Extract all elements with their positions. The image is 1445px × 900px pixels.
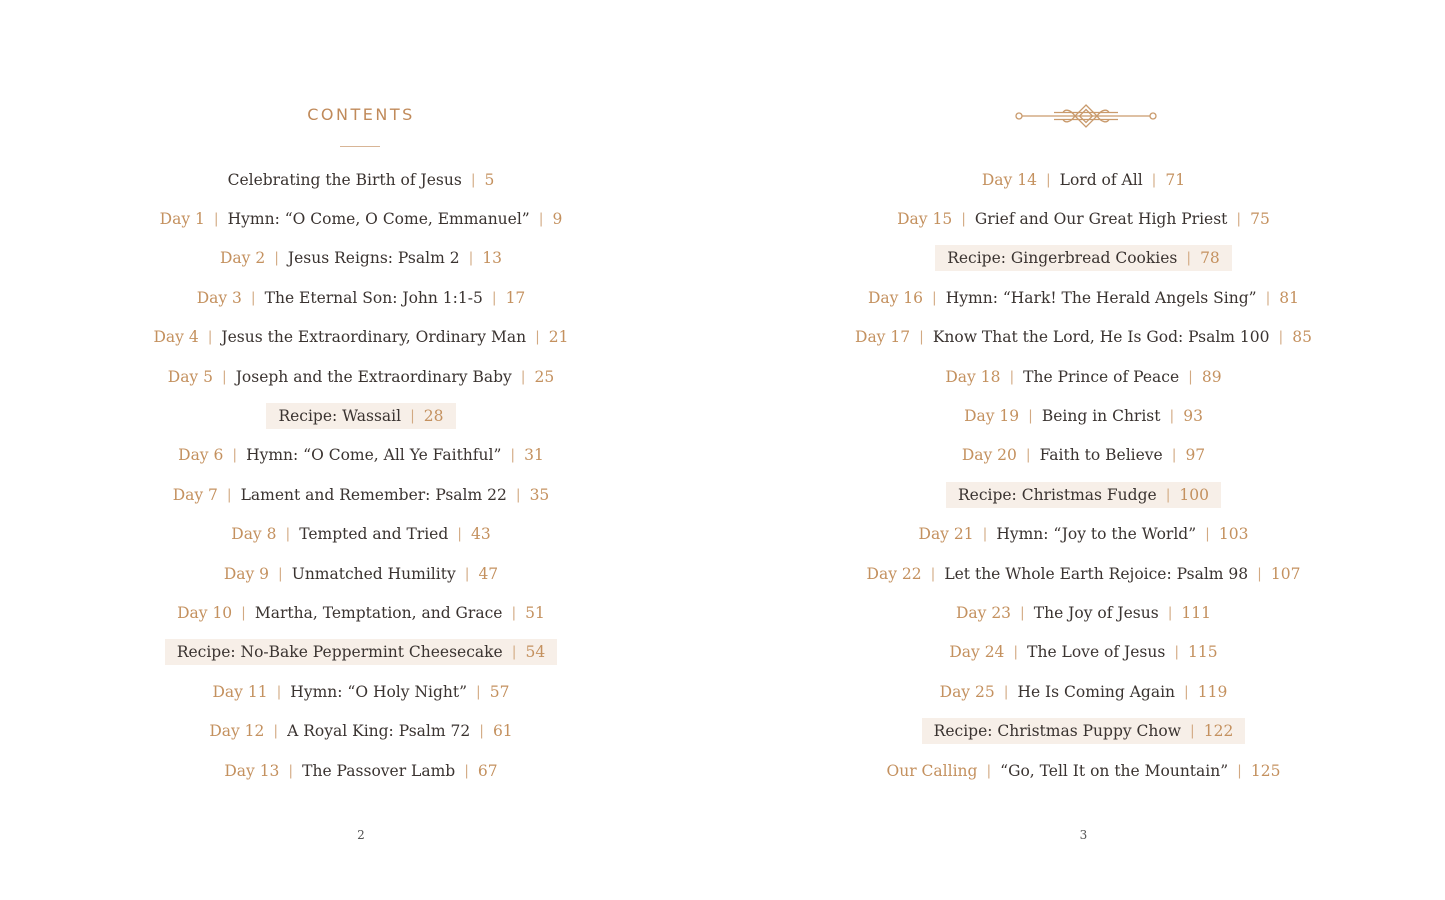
toc-entry-label: Day 15: [897, 210, 953, 229]
toc-entry-label: Day 18: [945, 367, 1001, 386]
toc-entry-page-number: 43: [470, 525, 491, 544]
toc-entry-label: Day 24: [949, 643, 1005, 662]
toc-entry-page-number: 57: [489, 682, 510, 701]
toc-entry-content: [843, 324, 1324, 350]
toc-recipe-entry: [722, 239, 1445, 278]
toc-entry-title: Hymn: “Joy to the World”: [996, 525, 1197, 544]
toc-entry-page-number: 13: [482, 249, 503, 268]
toc-entry: [722, 633, 1445, 672]
toc-entry-page-number: 5: [484, 170, 495, 189]
toc-entry-page-number: 54: [525, 643, 546, 662]
separator-bar: |: [1257, 565, 1262, 582]
toc-entry-label: Day 23: [955, 603, 1012, 622]
toc-entry-content: [907, 521, 1261, 547]
toc-entry-page-number: 100: [1179, 485, 1209, 504]
toc-entry-page-number: 61: [492, 722, 513, 741]
toc-entry-content: [165, 600, 557, 626]
toc-entry-content: [141, 324, 580, 350]
toc-entry-title: Lord of All: [1059, 170, 1143, 189]
separator-bar: |: [1174, 644, 1180, 661]
toc-entry-title: Let the Whole Earth Rejoice: Psalm 98: [944, 564, 1249, 583]
toc-entry-title: Grief and Our Great High Priest: [974, 210, 1228, 229]
separator-bar: |: [1025, 447, 1031, 464]
separator-bar: |: [511, 644, 517, 661]
toc-entry-label: Day 2: [219, 249, 266, 268]
toc-entry-title: Hymn: “O Holy Night”: [290, 682, 468, 701]
separator-bar: |: [982, 526, 988, 543]
toc-entry: [0, 278, 722, 317]
toc-entry-title: Recipe: Christmas Puppy Chow: [933, 722, 1181, 741]
separator-bar: |: [1205, 526, 1210, 543]
toc-entry-content: [219, 521, 502, 547]
toc-recipe-entry: [722, 475, 1445, 514]
toc-entry: [0, 318, 722, 357]
toc-entry: [0, 554, 722, 593]
separator-bar: |: [1278, 329, 1284, 346]
separator-bar: |: [1236, 211, 1242, 228]
toc-entry-title: Recipe: Gingerbread Cookies: [947, 249, 1178, 268]
toc-entry: [722, 436, 1445, 475]
toc-entry-label: Day 25: [939, 682, 995, 701]
separator-bar: |: [468, 250, 474, 267]
separator-bar: |: [919, 329, 924, 346]
toc-entry-label: Day 1: [159, 210, 205, 229]
toc-entry-title: Recipe: No-Bake Peppermint Cheesecake: [176, 643, 503, 662]
toc-entry-page-number: 93: [1183, 407, 1203, 426]
toc-entry-label: Day 4: [153, 328, 199, 347]
separator-bar: |: [274, 250, 279, 267]
separator-bar: |: [476, 683, 481, 700]
separator-bar: |: [1020, 604, 1025, 621]
separator-bar: |: [1188, 368, 1193, 385]
toc-entry: [0, 160, 722, 199]
separator-bar: |: [1184, 683, 1189, 700]
toc-entry-title: The Passover Lamb: [302, 761, 456, 780]
decorative-divider-icon: [1014, 100, 1158, 132]
toc-entry-content: [944, 600, 1223, 626]
toc-entry-title: The Love of Jesus: [1027, 643, 1166, 662]
toc-entry-label: Day 11: [212, 682, 268, 701]
separator-bar: |: [986, 762, 992, 779]
toc-entry: [722, 515, 1445, 554]
separator-bar: |: [1028, 408, 1033, 425]
toc-entry-page-number: 31: [524, 446, 544, 465]
toc-entry: [722, 160, 1445, 199]
toc-entry-title: The Eternal Son: John 1:1-5: [264, 288, 483, 307]
page-number-right: 3: [1079, 828, 1088, 842]
contents-heading: CONTENTS: [307, 105, 415, 124]
toc-entry: [0, 475, 722, 514]
toc-entry-title: Hymn: “O Come, O Come, Emmanuel”: [227, 210, 530, 229]
separator-bar: |: [1169, 408, 1175, 425]
toc-entry-label: Day 8: [231, 525, 277, 544]
toc-entry-title: Unmatched Humility: [291, 564, 456, 583]
toc-recipe-entry: [722, 711, 1445, 750]
toc-entry: [722, 357, 1445, 396]
separator-bar: |: [221, 368, 227, 385]
separator-bar: |: [1003, 683, 1009, 700]
toc-entry: [0, 199, 722, 238]
toc-entry-page-number: 89: [1201, 367, 1222, 386]
toc-entry-content: [933, 364, 1233, 390]
toc-entry-page-number: 103: [1218, 525, 1249, 544]
toc-entry-page-number: 115: [1188, 643, 1218, 662]
toc-entry-label: Day 21: [918, 525, 974, 544]
toc-entry: [722, 318, 1445, 357]
toc-entry: [0, 672, 722, 711]
separator-bar: |: [491, 289, 497, 306]
separator-bar: |: [457, 526, 462, 543]
toc-entry-page-number: 107: [1270, 564, 1301, 583]
separator-bar: |: [470, 171, 476, 188]
separator-bar: |: [961, 211, 966, 228]
left-page: [0, 0, 722, 900]
toc-entry: [722, 396, 1445, 435]
toc-entry-page-number: 75: [1250, 210, 1270, 229]
toc-entry-label: Day 12: [209, 722, 265, 741]
toc-entry-label: Day 16: [867, 288, 924, 307]
separator-bar: |: [1167, 604, 1173, 621]
toc-entry-page-number: 122: [1203, 722, 1234, 741]
toc-recipe-entry: [0, 396, 722, 435]
toc-entry-content: [970, 167, 1197, 193]
toc-entry-page-number: 47: [478, 564, 499, 583]
separator-bar: |: [1190, 723, 1195, 740]
toc-entry-label: Day 14: [981, 170, 1037, 189]
toc-entry-title: Recipe: Wassail: [278, 407, 402, 426]
toc-entry-page-number: 97: [1185, 446, 1206, 465]
heading-rule: [340, 146, 380, 147]
toc-entry-label: Day 13: [224, 761, 280, 780]
separator-bar: |: [510, 447, 516, 464]
toc-entry-title: A Royal King: Psalm 72: [287, 722, 471, 741]
toc-entry-content: [161, 482, 562, 508]
toc-entry-content: [156, 364, 566, 390]
toc-entry-title: Tempted and Tried: [299, 525, 449, 544]
toc-entry-page-number: 111: [1181, 603, 1212, 622]
toc-entry-page-number: 85: [1292, 328, 1312, 347]
toc-entry-title: Joseph and the Extraordinary Baby: [235, 367, 512, 386]
toc-entry-label: Day 10: [177, 603, 233, 622]
toc-entry-title: He Is Coming Again: [1017, 682, 1176, 701]
toc-entry-label: Day 19: [964, 407, 1020, 426]
toc-entry-label: Day 17: [855, 328, 911, 347]
separator-bar: |: [1151, 171, 1157, 188]
toc-entry-page-number: 9: [552, 210, 563, 229]
separator-bar: |: [288, 762, 294, 779]
toc-entry-content: [212, 758, 509, 784]
toc-entry-page-number: 71: [1165, 170, 1186, 189]
toc-entry-title: Know That the Lord, He Is God: Psalm 100: [932, 328, 1270, 347]
toc-entry-title: Jesus the Extraordinary, Ordinary Man: [221, 328, 527, 347]
separator-bar: |: [1265, 289, 1271, 306]
separator-bar: |: [1165, 486, 1171, 503]
toc-entry: [722, 278, 1445, 317]
toc-entry: [722, 751, 1445, 790]
separator-bar: |: [1237, 762, 1242, 779]
toc-entry-title: Celebrating the Birth of Jesus: [227, 170, 462, 189]
toc-entry-content: [885, 206, 1282, 232]
separator-bar: |: [250, 289, 256, 306]
toc-entry: [0, 751, 722, 790]
toc-entry-title: Hymn: “O Come, All Ye Faithful”: [246, 446, 502, 465]
toc-entry-content: [148, 206, 575, 232]
toc-entry-title: Lament and Remember: Psalm 22: [240, 485, 507, 504]
toc-entry-page-number: 21: [548, 328, 569, 347]
toc-entry-title: Faith to Believe: [1039, 446, 1163, 465]
toc-entry: [722, 554, 1445, 593]
separator-bar: |: [207, 329, 213, 346]
toc-entry: [0, 515, 722, 554]
toc-entry: [0, 593, 722, 632]
toc-entry-title: The Joy of Jesus: [1033, 603, 1159, 622]
toc-entry-content: [935, 245, 1232, 271]
toc-entry-content: [166, 442, 556, 468]
toc-entry-page-number: 25: [534, 367, 555, 386]
toc-entry-content: [950, 442, 1217, 468]
toc-recipe-entry: [0, 633, 722, 672]
toc-list-left: [0, 160, 722, 790]
toc-entry: [0, 711, 722, 750]
toc-entry-title: Hymn: “Hark! The Herald Angels Sing”: [945, 288, 1257, 307]
toc-entry-content: [185, 285, 538, 311]
separator-bar: |: [479, 723, 484, 740]
toc-list-right: [722, 160, 1445, 790]
toc-entry-title: Jesus Reigns: Psalm 2: [287, 249, 460, 268]
toc-entry-content: [856, 285, 1311, 311]
separator-bar: |: [1045, 171, 1051, 188]
toc-entry-page-number: 81: [1279, 288, 1300, 307]
toc-entry-content: [212, 561, 510, 587]
toc-entry-title: The Prince of Peace: [1023, 367, 1180, 386]
toc-entry-content: [928, 679, 1240, 705]
toc-entry-content: [266, 403, 455, 429]
toc-entry: [0, 357, 722, 396]
toc-entry-label: Day 7: [172, 485, 218, 504]
separator-bar: |: [278, 565, 283, 582]
separator-bar: |: [515, 486, 521, 503]
separator-bar: |: [410, 408, 415, 425]
toc-entry-title: Being in Christ: [1041, 407, 1161, 426]
toc-entry-content: [201, 679, 522, 705]
toc-entry-content: [875, 758, 1293, 784]
separator-bar: |: [276, 683, 282, 700]
toc-entry-page-number: 28: [423, 407, 444, 426]
toc-entry: [0, 436, 722, 475]
separator-bar: |: [285, 526, 291, 543]
separator-bar: |: [241, 604, 246, 621]
separator-bar: |: [232, 447, 238, 464]
separator-bar: |: [464, 762, 469, 779]
page-number-left: 2: [357, 828, 365, 842]
toc-entry-label: Day 9: [223, 564, 270, 583]
toc-entry-label: Day 20: [961, 446, 1017, 465]
toc-entry-page-number: 17: [505, 288, 526, 307]
toc-entry-page-number: 67: [477, 761, 498, 780]
toc-entry: [722, 672, 1445, 711]
separator-bar: |: [932, 289, 937, 306]
toc-entry-page-number: 35: [529, 485, 550, 504]
toc-entry-title: “Go, Tell It on the Mountain”: [1000, 761, 1229, 780]
toc-entry-content: [937, 639, 1229, 665]
toc-entry-content: [855, 561, 1313, 587]
toc-entry-title: Recipe: Christmas Fudge: [957, 485, 1157, 504]
toc-entry-page-number: 125: [1250, 761, 1281, 780]
separator-bar: |: [226, 486, 232, 503]
toc-entry-page-number: 119: [1197, 682, 1228, 701]
separator-bar: |: [930, 565, 936, 582]
separator-bar: |: [273, 723, 279, 740]
toc-entry-content: [952, 403, 1215, 429]
separator-bar: |: [538, 211, 544, 228]
separator-bar: |: [1186, 250, 1192, 267]
toc-entry: [722, 199, 1445, 238]
toc-entry-content: [922, 718, 1246, 744]
right-page: [722, 0, 1445, 900]
separator-bar: |: [1009, 368, 1015, 385]
toc-entry-content: [197, 718, 524, 744]
toc-entry-page-number: 51: [525, 603, 545, 622]
toc-entry-label: Day 3: [196, 288, 242, 307]
toc-entry-label: Day 6: [178, 446, 224, 465]
toc-entry-content: [946, 482, 1221, 508]
toc-entry-label: Day 5: [167, 367, 213, 386]
toc-entry-content: [216, 167, 507, 193]
toc-entry-page-number: 78: [1200, 249, 1220, 268]
toc-entry-label: Day 22: [866, 564, 922, 583]
toc-entry: [0, 239, 722, 278]
separator-bar: |: [520, 368, 526, 385]
separator-bar: |: [464, 565, 470, 582]
toc-entry-content: [208, 245, 514, 271]
toc-entry-content: [165, 639, 557, 665]
toc-entry: [722, 593, 1445, 632]
separator-bar: |: [213, 211, 219, 228]
toc-entry-title: Martha, Temptation, and Grace: [254, 603, 503, 622]
separator-bar: |: [1171, 447, 1177, 464]
toc-entry-label: Our Calling: [886, 761, 978, 780]
separator-bar: |: [1013, 644, 1019, 661]
separator-bar: |: [511, 604, 517, 621]
separator-bar: |: [535, 329, 540, 346]
